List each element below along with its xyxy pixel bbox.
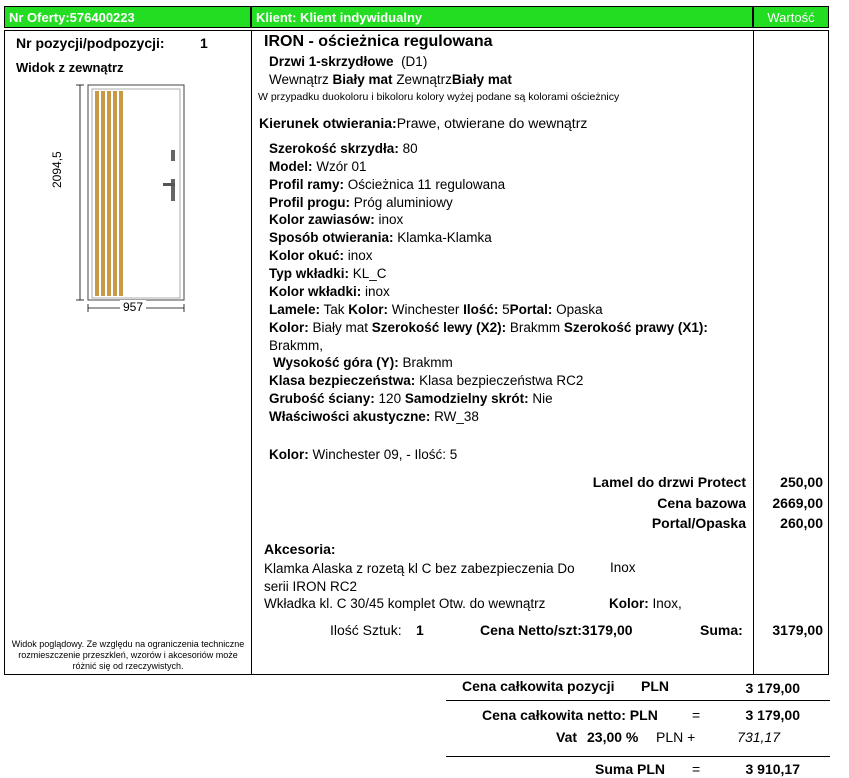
spec-value: RW_38 <box>430 409 479 424</box>
width-dimension: 957 <box>120 300 146 314</box>
vat-label: Vat <box>556 729 578 745</box>
accessory-color-line <box>609 596 682 611</box>
position-total-label: Cena całkowita pozycji <box>462 678 615 694</box>
spec-value: Ościeżnica 11 regulowana <box>344 177 506 192</box>
door-drawing <box>60 80 200 330</box>
spec-width <box>269 140 739 158</box>
spec-value: Próg aluminiowy <box>350 195 453 210</box>
vat-rate: 23,00 % <box>587 729 639 745</box>
door-code: (D1) <box>401 54 428 69</box>
spec-value: Brakmm <box>506 320 564 335</box>
spec-label: Typ wkładki: <box>269 266 350 281</box>
height-dimension-line <box>76 85 84 300</box>
door-type: Drzwi 1-skrzydłowe <box>269 54 394 69</box>
color-inside-label: Wewnątrz <box>269 72 333 87</box>
position-total-currency: PLN <box>641 678 669 694</box>
spec-label: Samodzielny skrót: <box>404 391 529 406</box>
direction-label: Kierunek otwierania: <box>259 115 397 131</box>
gross-total-equals: = <box>692 761 701 777</box>
spec-acoustic <box>269 408 739 426</box>
accessory-item: Wkładka kl. C 30/45 komplet Otw. do wewnątrz <box>264 596 546 611</box>
product-title: IRON - ościeżnica regulowana <box>264 33 493 50</box>
spec-value: 80 <box>398 141 418 156</box>
spec-value: Biały mat <box>308 320 372 335</box>
sum-value: 3179,00 <box>772 622 823 638</box>
spec-label: Kolor okuć: <box>269 248 345 263</box>
accessory-name: Klamka Alaska z rozetą kl C bez zabezpieczenia Do <box>264 561 575 576</box>
vat-value: 731,17 <box>737 729 780 745</box>
spec-frame <box>269 176 739 194</box>
spec-hinge-color <box>269 211 739 229</box>
spec-threshold <box>269 194 739 212</box>
spec-label: Kolor zawiasów: <box>269 212 375 227</box>
spec-label: Ilość: <box>463 302 499 317</box>
price-line-value: 2669,00 <box>772 495 823 511</box>
spec-top-height <box>273 354 743 372</box>
spec-value: Klasa bezpieczeństwa RC2 <box>415 373 584 388</box>
spec-label: Szerokość prawy (X1): <box>563 320 708 335</box>
spec-value: Brakmm <box>398 355 453 370</box>
spec-label: Grubość ściany: <box>269 391 375 406</box>
summary-divider <box>446 700 830 701</box>
quantity-value: 1 <box>416 622 424 638</box>
direction-value: Prawe, otwierane do wewnątrz <box>396 115 588 131</box>
spec-label: Szerokość skrzydła: <box>269 141 399 156</box>
accessory-color: Inox <box>610 560 636 575</box>
price-line-value: 250,00 <box>780 474 823 490</box>
price-line-label: Portal/Opaska <box>651 515 746 531</box>
spec-label: Właściwości akustyczne: <box>269 409 431 424</box>
spec-label: Model: <box>269 159 313 174</box>
net-total-equals: = <box>692 707 701 723</box>
direction-line <box>259 115 587 131</box>
lock-cylinder <box>171 150 175 161</box>
accessory-color-label: Kolor: <box>609 596 649 611</box>
spec-value: inox <box>361 284 390 299</box>
spec-insert-color <box>269 283 739 301</box>
spec-value: Brakmm, <box>269 338 323 353</box>
net-price-line <box>480 622 633 638</box>
spec-label: Kolor: <box>269 320 309 335</box>
spec-value: Klamka-Klamka <box>393 230 492 245</box>
color-outside: Biały mat <box>451 72 512 87</box>
spec-value: 120 <box>374 391 405 406</box>
value-column-divider <box>753 30 754 675</box>
spec-label: Kolor wkładki: <box>269 284 362 299</box>
spec-color-winchester <box>269 446 739 464</box>
spec-value: 5 <box>498 302 510 317</box>
spec-label: Kolor: <box>348 302 389 317</box>
spec-label: Profil ramy: <box>269 177 345 192</box>
spec-value: Winchester <box>388 302 464 317</box>
position-label: Nr pozycji/podpozycji: <box>16 35 165 51</box>
spec-value: inox <box>344 248 373 263</box>
color-inside: Biały mat <box>332 72 393 87</box>
spec-label: Sposób otwierania: <box>269 230 394 245</box>
door-type-line <box>269 54 427 69</box>
color-line <box>269 72 512 87</box>
price-line-label: Lamel do drzwi Protect <box>592 474 746 490</box>
accessory-name-cont: serii IRON RC2 <box>264 579 358 594</box>
color-outside-label: Zewnątrz <box>392 72 452 87</box>
view-disclaimer: Widok poglądowy. Ze względu na ograniczenia techniczne rozmieszczenie przeszkleń, wzorów i akcesoriów może różnić się od rzeczywistych. <box>11 639 245 671</box>
spec-label: Kolor: <box>269 447 309 462</box>
spec-wall <box>269 390 739 408</box>
spec-label: Szerokość lewy (X2): <box>371 320 507 335</box>
spec-label: Portal: <box>509 302 553 317</box>
spec-portal-dimensions <box>269 319 739 355</box>
offer-number-header: Nr Oferty:576400223 <box>4 6 251 28</box>
spec-value: Tak <box>320 302 349 317</box>
position-number: 1 <box>200 35 208 51</box>
accessory-color: Inox, <box>648 596 682 611</box>
net-total-label: Cena całkowita netto: PLN <box>482 707 658 723</box>
price-line-label: Cena bazowa <box>657 495 746 511</box>
value-column-header: Wartość <box>753 6 829 28</box>
accessory-item <box>264 560 614 596</box>
spec-security <box>269 372 739 390</box>
net-price-value: 3179,00 <box>581 622 633 638</box>
spec-opening <box>269 229 739 247</box>
position-total-value: 3 179,00 <box>745 680 800 696</box>
spec-label: Lamele: <box>269 302 321 317</box>
spec-label: Klasa bezpieczeństwa: <box>269 373 416 388</box>
spec-fittings-color <box>269 247 739 265</box>
height-dimension: 2094,5 <box>50 151 64 188</box>
quantity-label: Ilość Sztuk: <box>330 622 402 638</box>
summary-divider <box>446 756 830 757</box>
sum-label: Suma: <box>700 622 743 638</box>
accessories-title: Akcesoria: <box>264 541 336 557</box>
gross-total-value: 3 910,17 <box>745 761 800 777</box>
duocolor-note: W przypadku duokoloru i bikoloru kolory wyżej podane są kolorami ościeżnicy <box>258 91 620 103</box>
spec-value: Winchester 09, - Ilość: 5 <box>308 447 458 462</box>
spec-value: Opaska <box>552 302 603 317</box>
price-line-value: 260,00 <box>780 515 823 531</box>
spec-value: Nie <box>528 391 553 406</box>
spec-insert-type <box>269 265 739 283</box>
spec-model <box>269 158 739 176</box>
client-header: Klient: Klient indywidualny <box>251 6 753 28</box>
spec-label: Wysokość góra (Y): <box>273 355 399 370</box>
column-divider <box>251 30 252 675</box>
spec-value: KL_C <box>349 266 387 281</box>
spec-value: inox <box>374 212 404 227</box>
spec-label: Profil progu: <box>269 195 350 210</box>
spec-lamele <box>269 301 739 319</box>
gross-total-label: Suma PLN <box>595 761 666 777</box>
vat-currency: PLN + <box>656 729 696 745</box>
net-total-value: 3 179,00 <box>745 707 800 723</box>
view-label: Widok z zewnątrz <box>16 60 124 75</box>
spec-value: Wzór 01 <box>312 159 367 174</box>
net-price-label: Cena Netto/szt: <box>480 622 582 638</box>
